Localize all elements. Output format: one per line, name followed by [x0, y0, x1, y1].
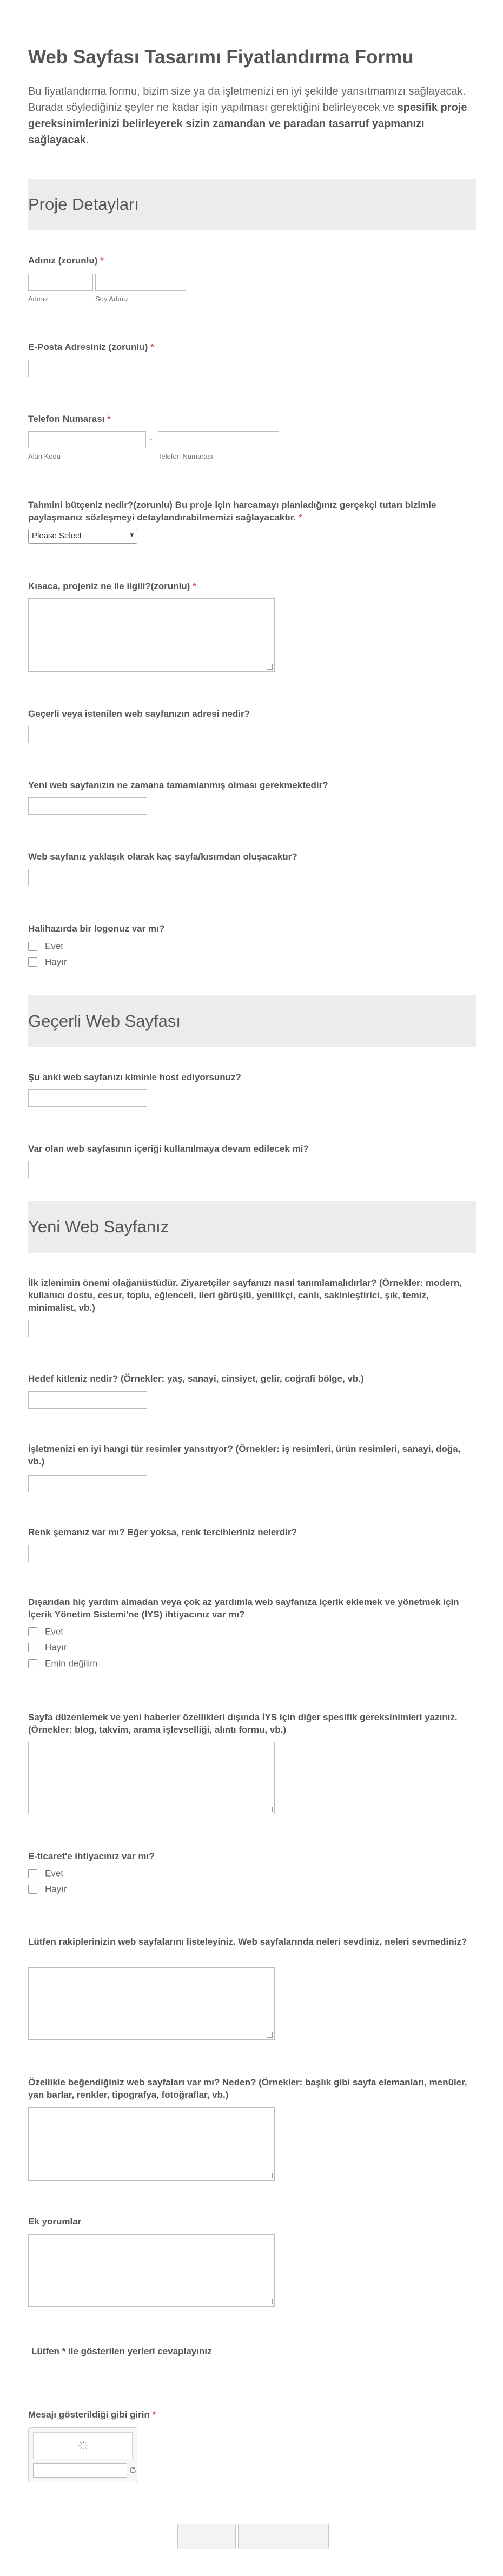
question-current-url — [28, 708, 477, 720]
question-comments — [28, 2215, 477, 2228]
question-logo — [28, 922, 477, 935]
intro-text: Bu fiyatlandırma formu, bizim size ya da işletmenizi en iyi şekilde yansıtmamızı sağlayacak. Burada söylediğiniz şeyler ne kadar işin yapılması gerektiğini belirleyecek ve — [28, 85, 466, 114]
reuse-label: Var olan web sayfasının içeriği kullanılmaya devam edilecek mi? — [28, 1144, 309, 1154]
email-input[interactable] — [28, 360, 204, 377]
budget-select-value: Please Select — [32, 531, 82, 540]
option-label: Hayır — [45, 1884, 67, 1894]
liked-label: Özellikle beğendiğiniz web sayfaları var mı? Neden? (Örnekler: başlık gibi sayfa elemanları, menüler, yan barlar, renkler, tipografya, fotoğraflar, vb.) — [28, 2077, 467, 2100]
section-title-proje: Proje Detayları — [28, 195, 140, 214]
images-label: İşletmenizi en iyi hangi tür resimler yansıtıyor? (Örnekler: iş resimleri, ürün resimleri, sanayi, doğa, vb.) — [28, 1444, 461, 1467]
question-budget — [28, 499, 477, 524]
logo-option-no[interactable] — [28, 956, 67, 968]
cms-option-no[interactable] — [28, 1641, 67, 1654]
cms-option-unsure[interactable] — [28, 1657, 97, 1670]
question-cms — [28, 1596, 477, 1621]
cms-option-yes[interactable] — [28, 1626, 63, 1638]
required-marker: * — [100, 255, 104, 266]
section-title-yeni: Yeni Web Sayfanız — [28, 1217, 169, 1236]
intro-bold-text: spesifik proje gereksinimlerinizi belirleyerek sizin zamandan ve paradan tasarruf yapmanızı sağlayacak — [28, 102, 467, 146]
phone-label: Telefon Numarası — [28, 414, 105, 424]
colors-label: Renk şemanız var mı? Eğer yoksa, renk tercihleriniz nelerdir? — [28, 1527, 297, 1537]
option-label: Evet — [45, 1626, 64, 1637]
budget-label: Tahmini bütçeniz nedir?(zorunlu) Bu proje için harcamayı planladığınız gerçekçi tutarı bizimle paylaşmanız sözleşmeyi detaylandırabilmemizi sağlayacaktır. — [28, 500, 436, 523]
question-competitors — [28, 1936, 477, 1948]
loading-spinner-icon — [78, 2440, 89, 2451]
question-reuse — [28, 1142, 477, 1155]
cms-label: Dışarıdan hiç yardım almadan veya çok az yardımla web sayfanıza içerik eklemek ve yönetmek için İçerik Yönetim Sistemi'ne (İYS) ihtiyacınız var mı? — [28, 1597, 459, 1620]
captcha-input[interactable] — [33, 2463, 127, 2478]
phone-number-input[interactable] — [158, 431, 279, 448]
question-project-desc — [28, 580, 477, 592]
comments-label: Ek yorumlar — [28, 2216, 82, 2227]
required-note: Lütfen * ile gösterilen yerleri cevaplayınız — [31, 2346, 212, 2356]
refresh-icon[interactable] — [129, 2466, 137, 2474]
current-url-input[interactable] — [28, 726, 147, 743]
question-deadline — [28, 779, 477, 791]
option-label: Evet — [45, 941, 64, 952]
checkbox[interactable] — [28, 1627, 37, 1636]
logo-option-yes[interactable] — [28, 940, 63, 953]
question-images — [28, 1443, 477, 1468]
impression-label: İlk izlenimin önemi olağanüstüdür. Ziyaretçiler sayfanızı nasıl tanımlamalıdırlar? (Örnekler: modern, kullanıcı dostu, cesur, toplu, eğlenceli, ileri görüşlü, yenilikçi, canlı, sakinleştirici, şık, temiz, minimalist, vb.) — [28, 1278, 462, 1313]
comments-textarea[interactable] — [28, 2234, 275, 2307]
required-marker: * — [107, 414, 111, 424]
required-marker: * — [152, 2409, 156, 2420]
form-title: Web Sayfası Tasarımı Fiyatlandırma Formu — [28, 47, 414, 68]
ecommerce-option-no[interactable] — [28, 1883, 67, 1895]
phone-dash: - — [149, 434, 153, 445]
option-label: Emin değilim — [45, 1658, 98, 1669]
captcha-image — [33, 2432, 133, 2459]
checkbox[interactable] — [28, 1643, 37, 1652]
checkbox[interactable] — [28, 942, 37, 951]
question-phone — [28, 413, 477, 425]
question-colors — [28, 1526, 477, 1538]
checkbox[interactable] — [28, 1869, 37, 1878]
question-audience — [28, 1372, 477, 1385]
images-input[interactable] — [28, 1475, 147, 1492]
reuse-input[interactable] — [28, 1161, 147, 1178]
required-marker: * — [298, 512, 302, 523]
option-label: Evet — [45, 1868, 64, 1879]
host-label: Şu anki web sayfanızı kiminle host ediyorsunuz? — [28, 1072, 241, 1082]
email-label: E-Posta Adresiniz (zorunlu) — [28, 342, 148, 352]
question-email — [28, 341, 477, 353]
audience-input[interactable] — [28, 1391, 147, 1409]
first-name-sublabel: Adınız — [28, 295, 48, 303]
competitors-label: Lütfen rakiplerinizin web sayfalarını listeleyiniz. Web sayfalarında neleri sevdiniz, neleri sevmediniz? — [28, 1937, 467, 1947]
liked-textarea[interactable] — [28, 2107, 275, 2181]
form-intro — [28, 83, 477, 148]
checkbox[interactable] — [28, 1659, 37, 1668]
question-requirements — [28, 1711, 477, 1736]
audience-label: Hedef kitleniz nedir? (Örnekler: yaş, sanayi, cinsiyet, gelir, coğrafi bölge, vb.) — [28, 1373, 364, 1384]
section-header-yeni — [28, 1201, 476, 1253]
required-marker: * — [150, 342, 154, 352]
name-label: Adınız (zorunlu) — [28, 255, 98, 266]
first-name-input[interactable] — [28, 274, 93, 291]
area-code-sublabel: Alan Kodu — [28, 452, 61, 460]
question-host — [28, 1071, 477, 1084]
last-name-sublabel: Soy Adınız — [95, 295, 129, 303]
deadline-label: Yeni web sayfanızın ne zamana tamamlanmış olması gerekmektedir? — [28, 780, 328, 790]
question-ecommerce — [28, 1850, 477, 1862]
host-input[interactable] — [28, 1089, 147, 1107]
option-label: Hayır — [45, 956, 67, 967]
phone-number-sublabel: Telefon Numarası — [158, 452, 213, 460]
captcha-label: Mesajı gösterildiği gibi girin — [28, 2409, 150, 2420]
back-button[interactable] — [177, 2524, 236, 2549]
question-name — [28, 254, 477, 267]
section-header-proje — [28, 179, 476, 230]
captcha-box — [28, 2427, 137, 2482]
ecommerce-option-yes[interactable] — [28, 1867, 63, 1880]
current-url-label: Geçerli veya istenilen web sayfanızın adresi nedir? — [28, 709, 250, 719]
area-code-input[interactable] — [28, 431, 146, 448]
budget-select[interactable] — [28, 529, 137, 544]
project-desc-label: Kısaca, projeniz ne ile ilgili?(zorunlu) — [28, 581, 190, 591]
chevron-down-icon: ▾ — [130, 531, 134, 539]
question-pages — [28, 850, 477, 863]
checkbox[interactable] — [28, 957, 37, 967]
requirements-textarea[interactable] — [28, 1742, 275, 1814]
checkbox[interactable] — [28, 1885, 37, 1894]
requirements-label: Sayfa düzenlemek ve yeni haberler özellikleri dışında İYS için diğer spesifik gereksinimleri yazınız. (Örnekler: blog, takvim, arama işlevselliği, alıntı formu, vb.) — [28, 1712, 458, 1735]
pages-label: Web sayfanız yaklaşık olarak kaç sayfa/kısımdan oluşacaktır? — [28, 851, 297, 862]
question-liked — [28, 2076, 477, 2101]
question-captcha — [28, 2408, 477, 2421]
intro-end: . — [85, 134, 89, 146]
ecommerce-label: E-ticaret'e ihtiyacınız var mı? — [28, 1851, 155, 1861]
submit-button[interactable] — [238, 2524, 329, 2549]
logo-label: Halihazırda bir logonuz var mı? — [28, 923, 165, 934]
section-header-gecerli — [28, 995, 476, 1047]
deadline-input[interactable] — [28, 797, 147, 815]
pages-input[interactable] — [28, 869, 147, 886]
last-name-input[interactable] — [95, 274, 186, 291]
option-label: Hayır — [45, 1642, 67, 1653]
colors-input[interactable] — [28, 1545, 147, 1562]
question-impression — [28, 1277, 477, 1314]
impression-input[interactable] — [28, 1320, 147, 1337]
section-title-gecerli: Geçerli Web Sayfası — [28, 1012, 181, 1031]
project-desc-textarea[interactable] — [28, 598, 275, 672]
competitors-textarea[interactable] — [28, 1967, 275, 2040]
required-marker: * — [193, 581, 196, 591]
